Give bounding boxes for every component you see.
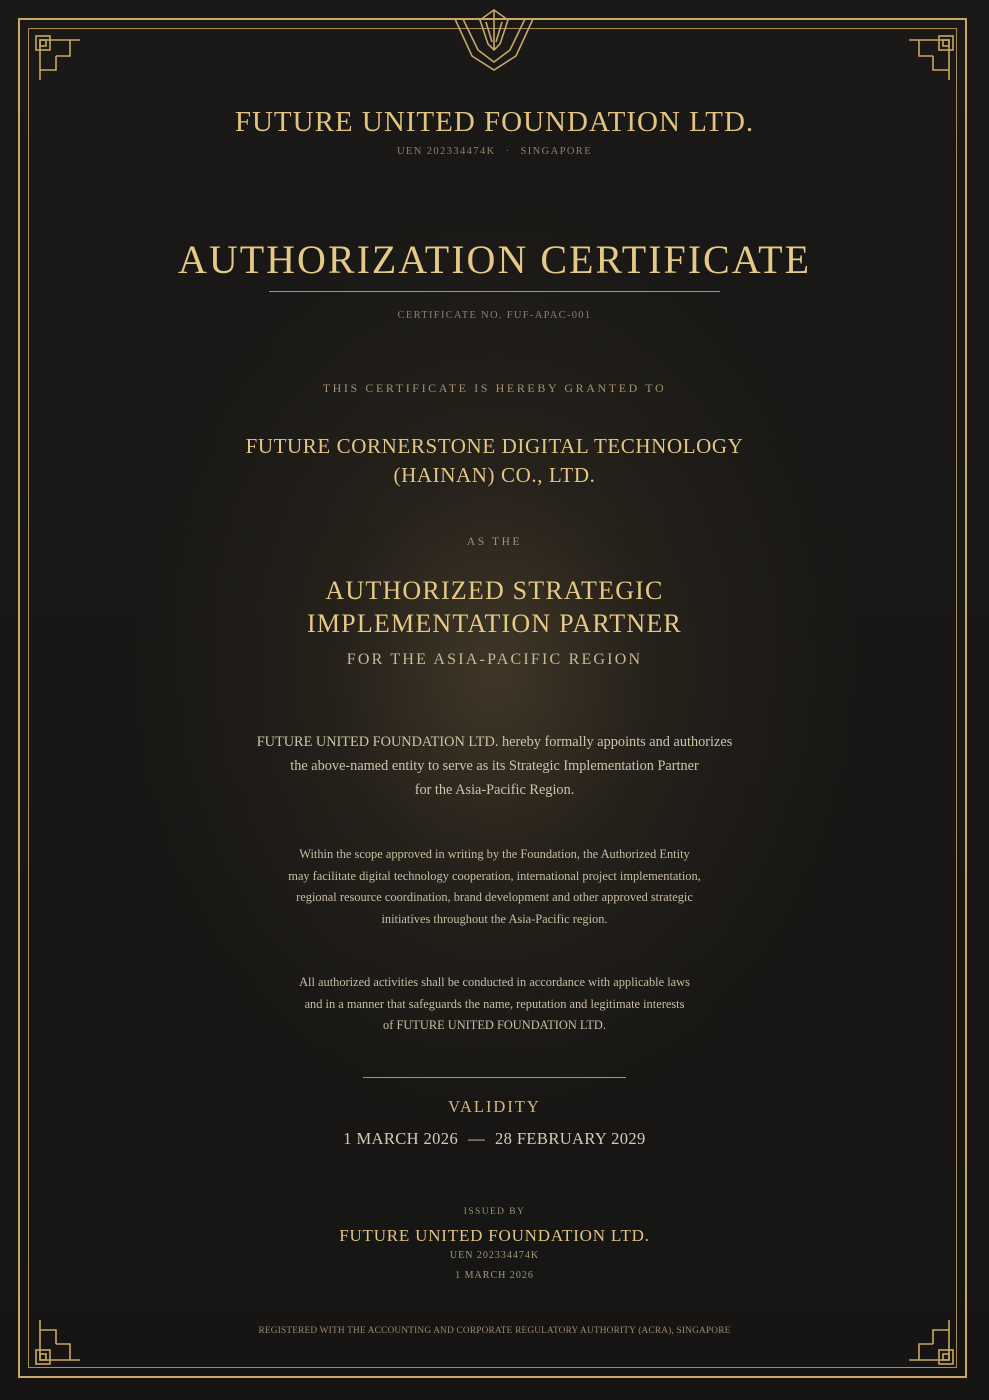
compliance-paragraph bbox=[0, 972, 989, 1037]
role-line-1: AUTHORIZED STRATEGIC bbox=[325, 576, 664, 605]
meta-separator: · bbox=[505, 146, 511, 157]
title-divider bbox=[269, 291, 720, 292]
paragraph-line: regional resource coordination, brand development and other approved strategic bbox=[296, 890, 693, 904]
crest-emblem-icon bbox=[455, 10, 533, 70]
paragraph-line: All authorized activities shall be conducted in accordance with applicable laws bbox=[299, 975, 690, 989]
organization-name: FUTURE UNITED FOUNDATION LTD. bbox=[234, 106, 755, 138]
corner-ornament-top-right-icon bbox=[909, 36, 953, 80]
paragraph-line: initiatives throughout the Asia-Pacific region. bbox=[381, 911, 608, 926]
grantee-line-2: (HAINAN) CO., LTD. bbox=[393, 463, 596, 487]
validity-separator: — bbox=[468, 1129, 486, 1148]
paragraph-line: the above-named entity to serve as its Strategic Implementation Partner bbox=[290, 758, 699, 774]
organization-uen: UEN 202334474K bbox=[396, 146, 496, 157]
registration-footer: REGISTERED WITH THE ACCOUNTING AND CORPORATE REGULATORY AUTHORITY (ACRA), SINGAPORE bbox=[258, 1326, 731, 1336]
paragraph-line: may facilitate digital technology cooperation, international project implementation, bbox=[288, 868, 701, 883]
region-label: FOR THE ASIA-PACIFIC REGION bbox=[346, 651, 643, 668]
issuer-uen: UEN 202334474K bbox=[449, 1250, 540, 1261]
granted-intro: THIS CERTIFICATE IS HEREBY GRANTED TO bbox=[322, 381, 667, 395]
grantee-line-1: FUTURE CORNERSTONE DIGITAL TECHNOLOGY bbox=[245, 434, 744, 458]
paragraph-line: FUTURE UNITED FOUNDATION LTD. hereby formally appoints and authorizes bbox=[256, 734, 733, 750]
issuer-name: FUTURE UNITED FOUNDATION LTD. bbox=[339, 1226, 650, 1245]
validity-start: 1 MARCH 2026 bbox=[343, 1129, 459, 1148]
paragraph-line: and in a manner that safeguards the name, reputation and legitimate interests bbox=[304, 996, 685, 1011]
certificate-title: AUTHORIZATION CERTIFICATE bbox=[177, 237, 812, 282]
scope-paragraph bbox=[0, 844, 989, 930]
partner-role bbox=[0, 574, 989, 640]
certificate-number: CERTIFICATE NO. FUF-APAC-001 bbox=[397, 310, 592, 321]
validity-label: VALIDITY bbox=[448, 1097, 541, 1116]
issued-by-label: ISSUED BY bbox=[463, 1207, 526, 1217]
organization-meta bbox=[0, 146, 989, 157]
corner-ornament-top-left-icon bbox=[36, 36, 80, 80]
paragraph-line: for the Asia-Pacific Region. bbox=[414, 782, 575, 798]
validity-end: 28 FEBRUARY 2029 bbox=[495, 1129, 646, 1148]
as-the-label: AS THE bbox=[466, 536, 523, 548]
grantee-name bbox=[0, 432, 989, 490]
appointment-paragraph bbox=[0, 730, 989, 802]
organization-location: SINGAPORE bbox=[520, 146, 593, 157]
paragraph-line: Within the scope approved in writing by the Foundation, the Authorized Entity bbox=[299, 847, 690, 861]
validity-dates bbox=[0, 1129, 989, 1149]
issue-date: 1 MARCH 2026 bbox=[455, 1270, 534, 1281]
validity-divider bbox=[363, 1077, 626, 1078]
role-line-2: IMPLEMENTATION PARTNER bbox=[307, 609, 682, 638]
paragraph-line: of FUTURE UNITED FOUNDATION LTD. bbox=[383, 1018, 606, 1032]
